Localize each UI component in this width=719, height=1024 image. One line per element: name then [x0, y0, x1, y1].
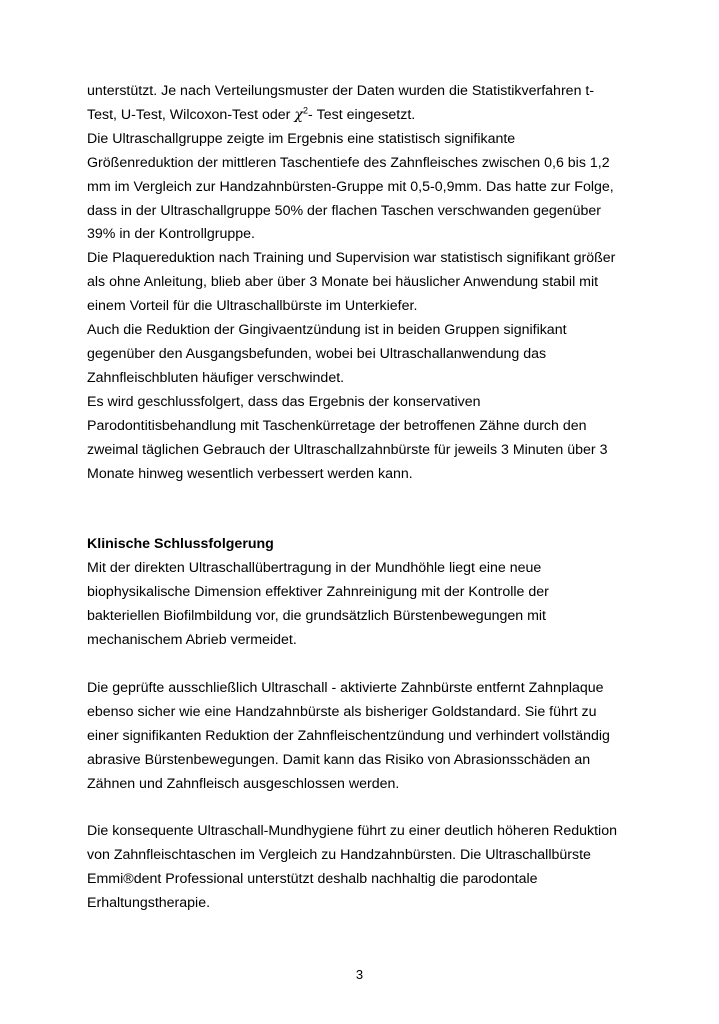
text-line: mechanischem Abrieb vermeidet. [87, 632, 297, 649]
text-line: Es wird geschlussfolgert, dass das Ergebnis der konservativen [87, 393, 481, 410]
text-line: unterstützt. Je nach Verteilungsmuster der Daten wurden die Statistikverfahren t- [87, 83, 595, 99]
text-line: Emmi®dent Professional unterstützt deshalb nachhaltig die parodontale [87, 871, 538, 888]
text-line: einem Vorteil für die Ultraschallbürste im Unterkiefer. [87, 298, 418, 315]
paragraph-spacer [87, 796, 647, 820]
page-content [87, 80, 647, 916]
page-number: 3 [355, 967, 364, 982]
text-line: gegenüber den Ausgangsbefunden, wobei bei Ultraschallanwendung das [87, 345, 547, 362]
chi-exponent: 2 [302, 105, 308, 116]
text-line: Die Ultraschallgruppe zeigte im Ergebnis eine statistisch signifikante [87, 130, 516, 147]
text-line: bakteriellen Biofilmbildung vor, die grundsätzlich Bürstenbewegungen mit [87, 608, 546, 625]
text-line: zweimal täglichen Gebrauch der Ultraschallzahnbürste für jeweils 3 Minuten über 3 [87, 441, 608, 458]
section-heading: Klinische Schlussfolgerung [87, 536, 274, 553]
text-line: Parodontitisbehandlung mit Taschenkürretage der betroffenen Zähne durch den [87, 417, 587, 434]
chi-symbol: χ [294, 106, 303, 123]
text-line: dass in der Ultraschallgruppe 50% der flachen Taschen verschwanden gegenüber [87, 202, 601, 219]
text-line: Die geprüfte ausschließlich Ultraschall - aktivierte Zahnbürste entfernt Zahnplaque [87, 679, 604, 696]
text-line: Mit der direkten Ultraschallübertragung in der Mundhöhle liegt eine neue [87, 560, 542, 577]
text-line [87, 104, 647, 128]
text-line: Zähnen und Zahnfleisch ausgeschlossen werden. [87, 775, 400, 792]
text-line: abrasive Bürstenbewegungen. Damit kann das Risiko von Abrasionsschäden an [87, 751, 591, 768]
text-line: einer signifikanten Reduktion der Zahnfleischentzündung und verhindert vollständig [87, 727, 610, 744]
text-line: als ohne Anleitung, blieb aber über 3 Monate bei häuslicher Anwendung stabil mit [87, 274, 599, 291]
results-paragraph [87, 80, 647, 486]
conclusion-paragraph-2 [87, 677, 647, 797]
text-segment: - Test eingesetzt. [307, 106, 416, 123]
text-line: biophysikalische Dimension effektiver Zahnreinigung mit der Kontrolle der [87, 584, 549, 601]
text-line: von Zahnfleischtaschen im Vergleich zu Handzahnbürsten. Die Ultraschallbürste [87, 847, 591, 864]
text-line: ebenso sicher wie eine Handzahnbürste als bisheriger Goldstandard. Sie führt zu [87, 703, 597, 720]
conclusion-paragraph-1 [87, 557, 647, 653]
text-line: Auch die Reduktion der Gingivaentzündung ist in beiden Gruppen signifikant [87, 322, 567, 339]
text-line: 39% in der Kontrollgruppe. [87, 226, 255, 243]
text-line: Erhaltungstherapie. [87, 895, 211, 912]
text-line: Die konsequente Ultraschall-Mundhygiene führt zu einer deutlich höheren Reduktion [87, 823, 617, 840]
text-line: Zahnfleischbluten häufiger verschwindet. [87, 369, 345, 386]
text-line: mm im Vergleich zur Handzahnbürsten-Gruppe mit 0,5-0,9mm. Das hatte zur Folge, [87, 178, 614, 195]
text-line: Monate hinweg wesentlich verbessert werden kann. [87, 465, 413, 482]
text-line: Größenreduktion der mittleren Taschentiefe des Zahnfleisches zwischen 0,6 bis 1,2 [87, 154, 610, 171]
conclusion-paragraph-3 [87, 820, 647, 916]
section-spacer [87, 486, 647, 533]
text-segment: Test, U-Test, Wilcoxon-Test oder [87, 106, 295, 123]
paragraph-spacer [87, 653, 647, 677]
text-line: Die Plaquereduktion nach Training und Supervision war statistisch signifikant größer [87, 250, 616, 267]
